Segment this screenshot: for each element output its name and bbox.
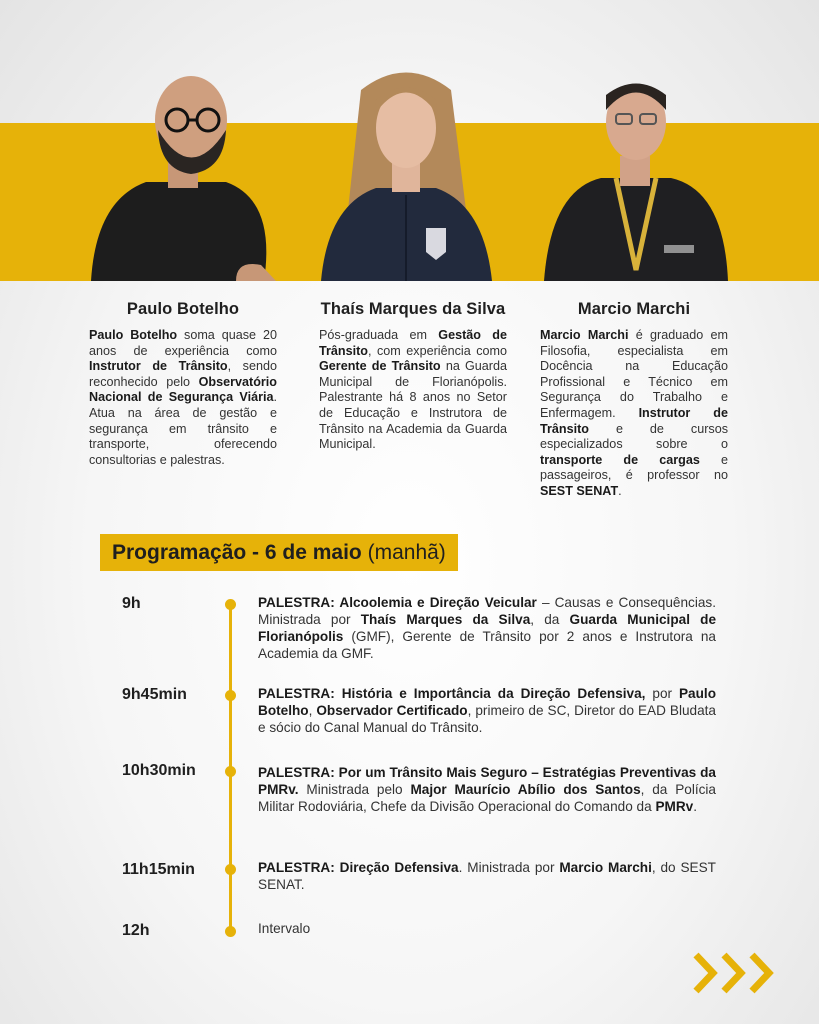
- schedule-item: PALESTRA: História e Importância da Direção Defensiva, por Paulo Botelho, Observador Certificado, primeiro de SC, Diretor do EAD Bludata e sócio do Canal Manual do Trânsito.: [258, 686, 716, 735]
- photo-thais-marques-da-silva: [306, 60, 506, 281]
- speaker-name: Thaís Marques da Silva: [320, 300, 506, 318]
- timeline-dot: [225, 766, 236, 777]
- speaker-name: Paulo Botelho: [126, 300, 240, 318]
- schedule-time: 9h: [122, 595, 141, 612]
- schedule-time: 10h30min: [122, 762, 196, 779]
- photo-marcio-marchi: [536, 60, 736, 281]
- speaker-bio-text: Marcio Marchi é graduado em Filosofia, especialista em Docência na Educação Profissional e Técnico em Segurança do Trabalho e Enfermagem. Instrutor de Trânsito e de cursos especializados sobre o transporte de cargas e passageiros, é professor no SEST SENAT.: [540, 328, 729, 498]
- photo-paulo-botelho: [86, 60, 286, 281]
- schedule-item: Intervalo: [258, 921, 311, 936]
- program-title-bold: Programação - 6 de maio: [112, 541, 362, 564]
- speaker-bio-marcio: [540, 300, 728, 500]
- speaker-bio-text: Paulo Botelho soma quase 20 anos de experiência como Instrutor de Trânsito, sendo reconhecido pelo Observatório Nacional de Segurança Viária. Atua na área de gestão e segurança em trânsito e transporte, oferecendo consultorias e palestras.: [89, 328, 277, 467]
- program-title: [100, 534, 458, 571]
- schedule-item: PALESTRA: Direção Defensiva. Ministrada por Marcio Marchi, do SEST SENAT.: [258, 860, 716, 892]
- timeline-dot: [225, 864, 236, 875]
- speaker-name: Marcio Marchi: [577, 300, 691, 318]
- timeline-dot: [225, 599, 236, 610]
- speaker-bio-text: Pós-graduada em Gestão de Trânsito, com experiência como Gerente de Trânsito na Guarda Municipal de Florianópolis. Palestrante há 8 anos no Setor de Educação e Instrutora de Trânsito na Academia da Guarda Municipal.: [319, 328, 508, 452]
- timeline-dot: [225, 690, 236, 701]
- speaker-bio-paulo: [89, 300, 277, 468]
- program-title-light: (manhã): [361, 541, 446, 564]
- triple-chevron-right-icon: [693, 952, 781, 994]
- schedule-item: PALESTRA: Alcoolemia e Direção Veicular – Causas e Consequências. Ministrada por Thaís Marques da Silva, da Guarda Municipal de Florianópolis (GMF), Gerente de Trânsito por 2 anos e Instrutora na Academia da GMF.: [258, 595, 717, 661]
- timeline-dot: [225, 926, 236, 937]
- schedule-item: PALESTRA: Por um Trânsito Mais Seguro – Estratégias Preventivas da PMRv. Ministrada pelo Major Maurício Abílio dos Santos, da Polícia Militar Rodoviária, Chefe da Divisão Operacional do Comando da PMRv.: [258, 765, 716, 814]
- speaker-bio-thais: [319, 300, 507, 453]
- schedule-time: 12h: [122, 922, 150, 939]
- schedule-time: 11h15min: [122, 861, 195, 878]
- schedule-time: 9h45min: [122, 686, 187, 703]
